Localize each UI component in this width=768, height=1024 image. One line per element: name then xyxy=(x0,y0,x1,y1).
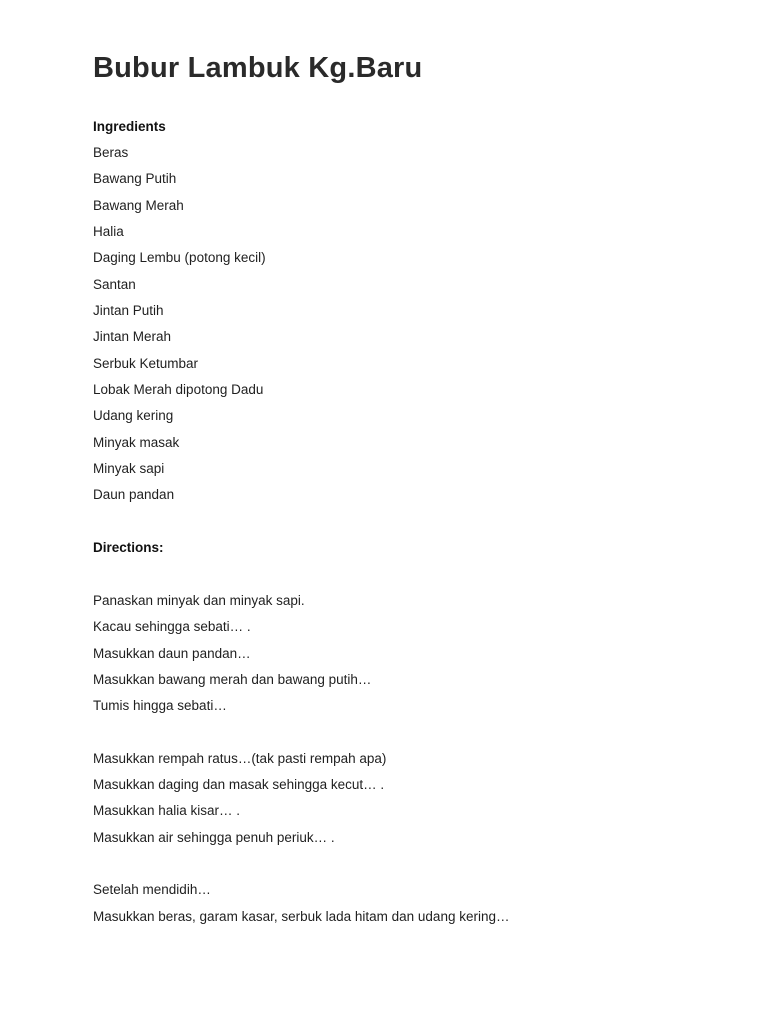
ingredient-item: Halia xyxy=(93,224,124,239)
ingredient-item: Jintan Merah xyxy=(93,329,172,344)
direction-step: Panaskan minyak dan minyak sapi. xyxy=(93,593,305,608)
ingredient-item: Serbuk Ketumbar xyxy=(93,356,199,371)
direction-step: Masukkan bawang merah dan bawang putih… xyxy=(93,672,372,687)
ingredient-item: Udang kering xyxy=(93,408,174,423)
ingredient-item: Lobak Merah dipotong Dadu xyxy=(93,382,264,397)
ingredient-item: Daun pandan xyxy=(93,487,175,502)
direction-step: Masukkan beras, garam kasar, serbuk lada hitam dan udang kering… xyxy=(93,909,510,924)
direction-step: Setelah mendidih… xyxy=(93,882,211,897)
page-title: Bubur Lambuk Kg.Baru xyxy=(93,52,423,84)
ingredient-item: Santan xyxy=(93,277,136,292)
ingredient-item: Minyak sapi xyxy=(93,461,165,476)
ingredients-heading: Ingredients xyxy=(93,119,166,134)
ingredient-item: Bawang Putih xyxy=(93,171,177,186)
direction-step: Masukkan daging dan masak sehingga kecut… . xyxy=(93,777,385,792)
direction-step: Masukkan rempah ratus…(tak pasti rempah apa) xyxy=(93,751,387,766)
ingredient-item: Minyak masak xyxy=(93,435,180,450)
direction-step: Kacau sehingga sebati… . xyxy=(93,619,251,634)
direction-step: Masukkan halia kisar… . xyxy=(93,803,241,818)
ingredient-item: Jintan Putih xyxy=(93,303,164,318)
ingredient-item: Daging Lembu (potong kecil) xyxy=(93,250,266,265)
direction-step: Masukkan air sehingga penuh periuk… . xyxy=(93,830,335,845)
direction-step: Masukkan daun pandan… xyxy=(93,646,251,661)
ingredient-item: Bawang Merah xyxy=(93,198,184,213)
direction-step: Tumis hingga sebati… xyxy=(93,698,227,713)
directions-heading: Directions: xyxy=(93,540,164,555)
ingredient-item: Beras xyxy=(93,145,129,160)
